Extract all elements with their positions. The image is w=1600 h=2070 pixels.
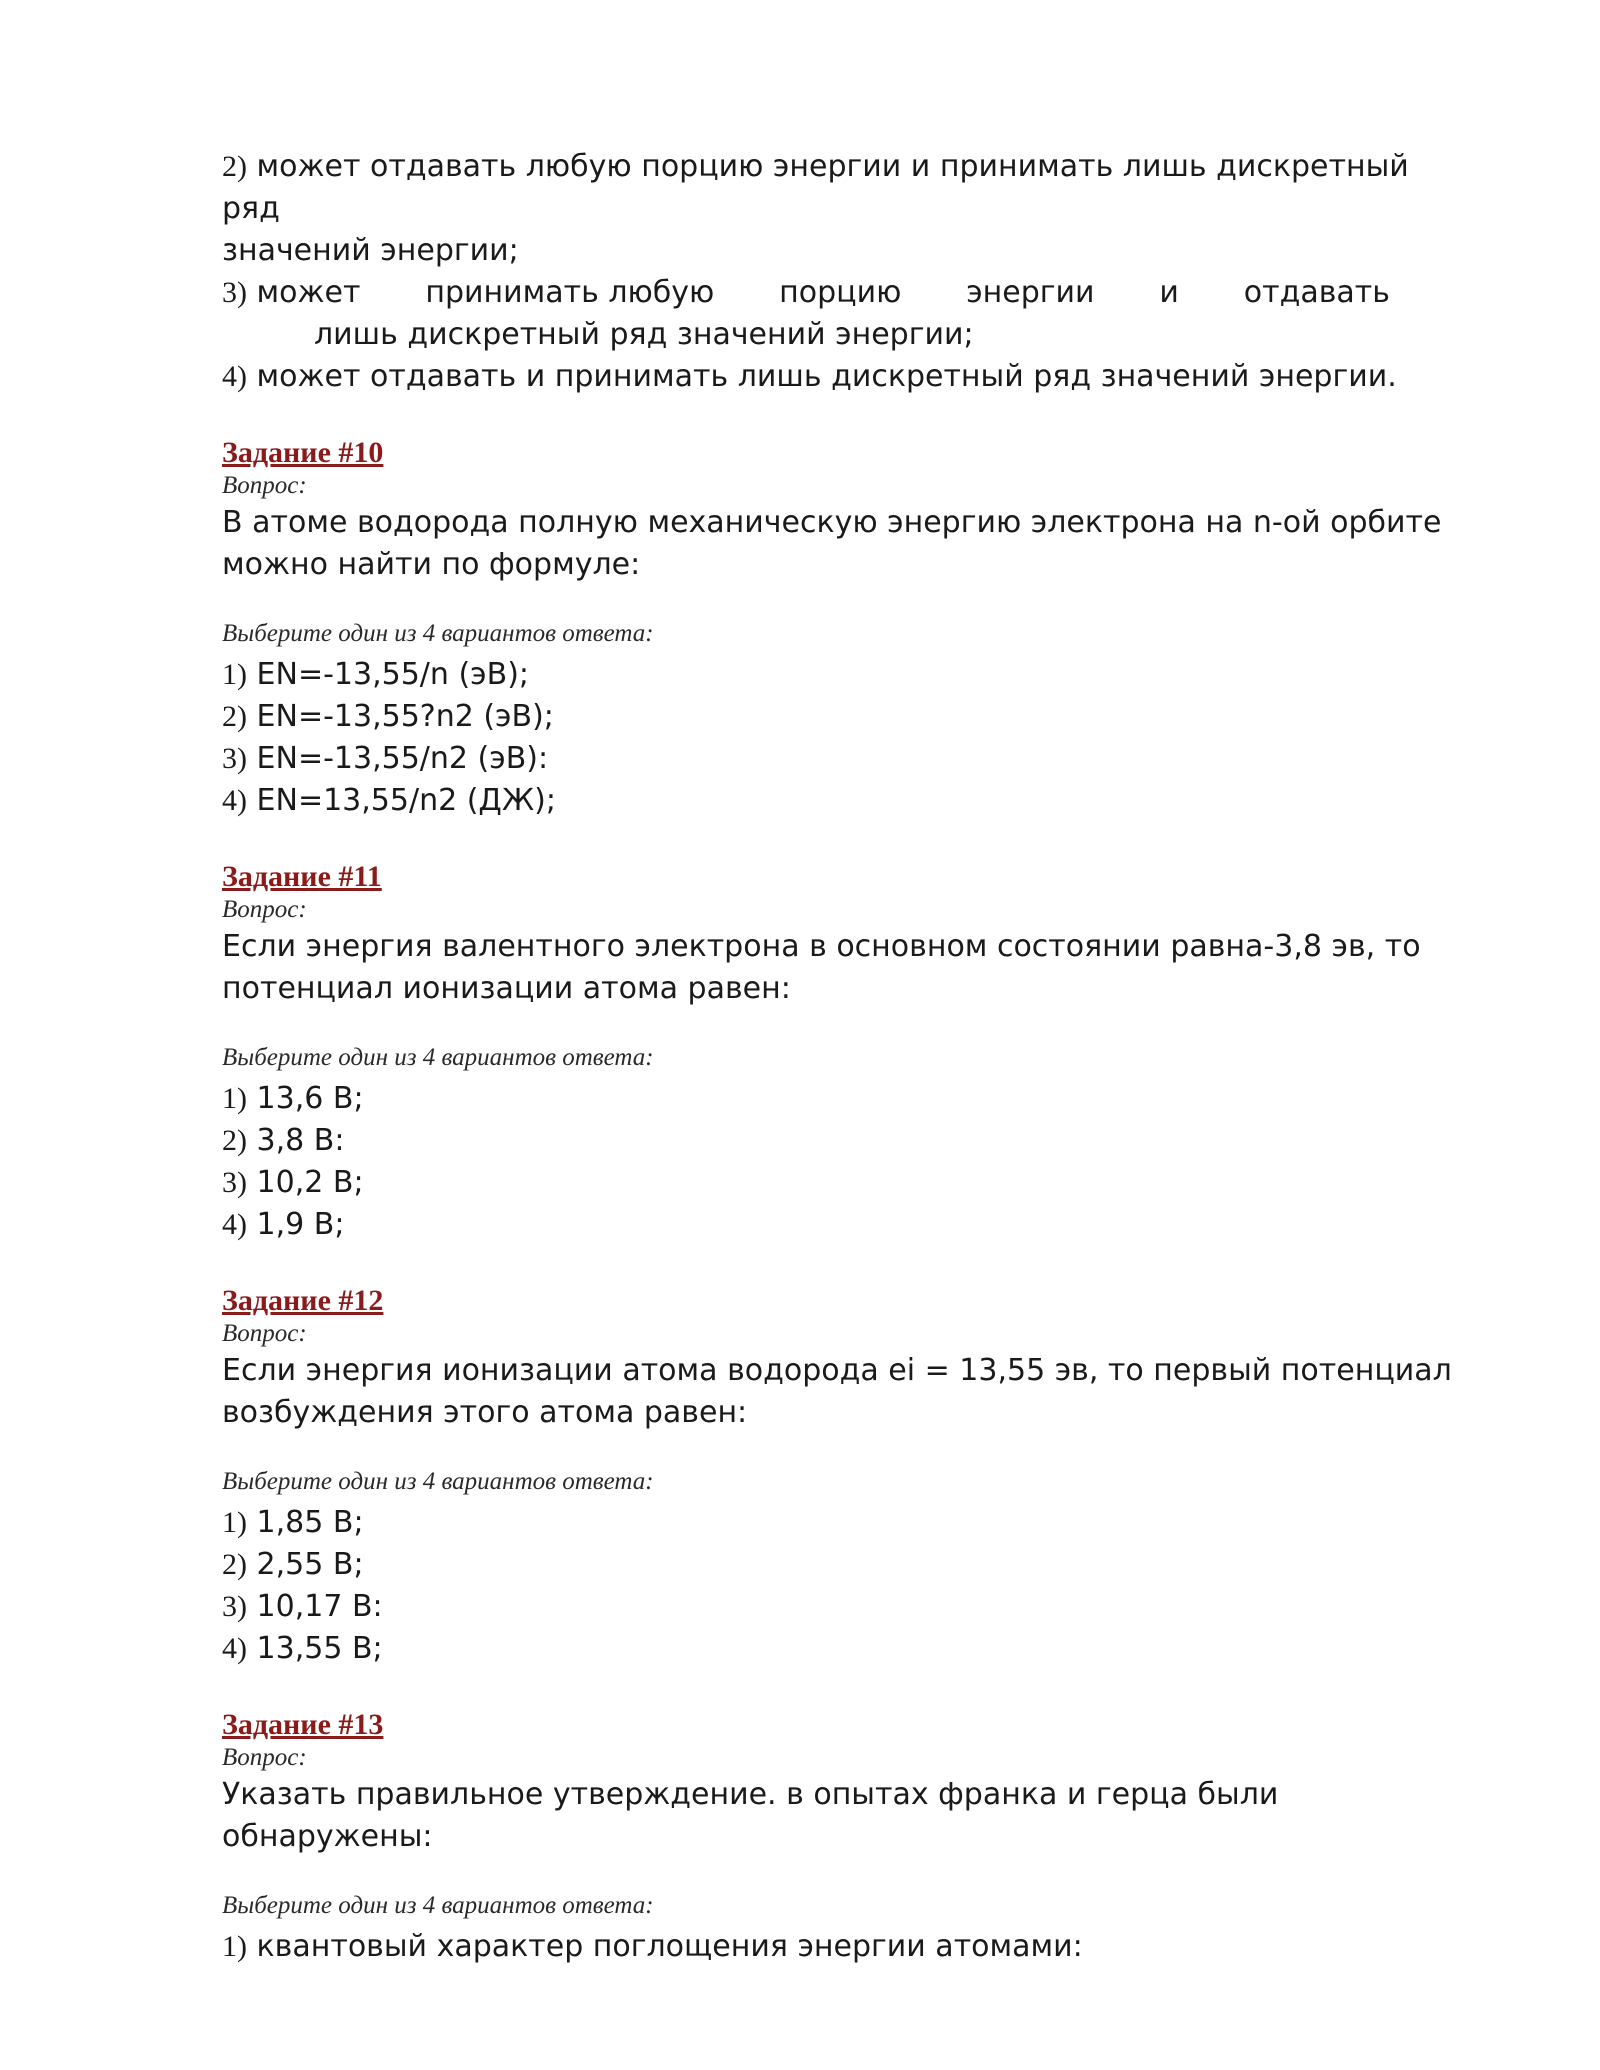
option-text: 3,8 В: [256, 1123, 345, 1158]
answer-hint: Выберите один из 4 вариантов ответа: [222, 1468, 654, 1495]
task-12 [222, 1282, 1462, 1670]
option-text: может отдавать любую порцию энергии и принимать лишь дискретный ряд [222, 149, 1409, 226]
answer-hint: Выберите один из 4 вариантов ответа: [222, 1044, 654, 1071]
option-word: и [1159, 275, 1179, 310]
question-line: Если энергия ионизации атома водорода ei = 13,55 эв, то первый потенциал [222, 1353, 1452, 1388]
task-10 [222, 434, 1462, 822]
question-text [222, 1350, 1462, 1434]
option-word: порцию [779, 275, 902, 310]
question-line: возбуждения этого атома равен: [222, 1395, 748, 1430]
option-number: 1) [222, 1930, 247, 1963]
answer-option [222, 1120, 1462, 1162]
intro-option-4 [222, 356, 1462, 398]
option-word: принимать любую [425, 275, 715, 310]
answer-options [222, 1926, 1462, 1968]
question-label: Вопрос: [222, 896, 307, 923]
option-text: 13,55 В; [256, 1631, 383, 1666]
option-text: EN=-13,55/n (эВ); [256, 657, 530, 692]
answer-option [222, 696, 1462, 738]
answer-option [222, 1502, 1462, 1544]
option-number: 1) [222, 1506, 247, 1539]
question-label: Вопрос: [222, 1744, 307, 1771]
answer-option [222, 654, 1462, 696]
option-number: 2) [222, 1124, 247, 1157]
answer-option [222, 1544, 1462, 1586]
task-title: Задание #12 [222, 1284, 384, 1317]
option-number: 2) [222, 700, 247, 733]
option-text-continued: значений энергии; [222, 233, 519, 268]
answer-option [222, 1926, 1462, 1968]
option-text: квантовый характер поглощения энергии атомами: [256, 1929, 1083, 1964]
option-number: 4) [222, 1632, 247, 1665]
task-title: Задание #13 [222, 1708, 384, 1741]
option-number: 3) [222, 1590, 247, 1623]
answer-option [222, 780, 1462, 822]
answer-options [222, 654, 1462, 822]
option-text: может отдавать и принимать лишь дискретный ряд значений энергии. [256, 359, 1397, 394]
answer-option [222, 738, 1462, 780]
question-label: Вопрос: [222, 1320, 307, 1347]
option-text: 1,85 В; [256, 1505, 364, 1540]
intro-option-2 [222, 146, 1462, 272]
option-text: 1,9 В; [256, 1207, 345, 1242]
option-text: 13,6 В; [256, 1081, 364, 1116]
task-13 [222, 1706, 1462, 1968]
option-number: 4) [222, 360, 247, 393]
option-number: 3) [222, 742, 247, 775]
option-text: EN=-13,55?n2 (эВ); [256, 699, 554, 734]
option-text: EN=-13,55/n2 (эВ): [256, 741, 549, 776]
option-number: 4) [222, 1208, 247, 1241]
question-line: Если энергия валентного электрона в основном состоянии равна-3,8 эв, то [222, 929, 1421, 964]
question-text [222, 926, 1462, 1010]
question-line: можно найти по формуле: [222, 547, 641, 582]
question-line: Указать правильное утверждение. в опытах франка и герца были обнаружены: [222, 1777, 1279, 1854]
task-11 [222, 858, 1462, 1246]
option-word: отдавать [1243, 275, 1390, 310]
option-number: 2) [222, 1548, 247, 1581]
option-number: 1) [222, 1082, 247, 1115]
answer-options [222, 1502, 1462, 1670]
question-line: потенциал ионизации атома равен: [222, 971, 791, 1006]
answer-hint: Выберите один из 4 вариантов ответа: [222, 1892, 654, 1919]
answer-option [222, 1628, 1462, 1670]
answer-option [222, 1204, 1462, 1246]
answer-hint: Выберите один из 4 вариантов ответа: [222, 620, 654, 647]
question-line: В атоме водорода полную механическую энергию электрона на n-ой орбите [222, 505, 1442, 540]
answer-option [222, 1078, 1462, 1120]
answer-options [222, 1078, 1462, 1246]
intro-options [222, 146, 1462, 398]
question-label: Вопрос: [222, 472, 307, 499]
option-word: может [256, 275, 361, 310]
question-text [222, 502, 1462, 586]
task-title: Задание #11 [222, 860, 382, 893]
option-number: 3) [222, 276, 247, 309]
option-text: 10,2 В; [256, 1165, 364, 1200]
option-text: EN=13,55/n2 (ДЖ); [256, 783, 556, 818]
question-text [222, 1774, 1462, 1858]
option-text: 10,17 В: [256, 1589, 383, 1624]
intro-option-3 [222, 272, 1462, 356]
option-number: 1) [222, 658, 247, 691]
option-text-continued: лишь дискретный ряд значений энергии; [314, 317, 974, 352]
option-justified-line [222, 272, 1390, 314]
option-number: 4) [222, 784, 247, 817]
option-number: 3) [222, 1166, 247, 1199]
task-title: Задание #10 [222, 436, 384, 469]
option-number: 2) [222, 150, 247, 183]
option-word: энергии [966, 275, 1095, 310]
answer-option [222, 1586, 1462, 1628]
document-page [222, 146, 1462, 1968]
answer-option [222, 1162, 1462, 1204]
option-text: 2,55 В; [256, 1547, 364, 1582]
